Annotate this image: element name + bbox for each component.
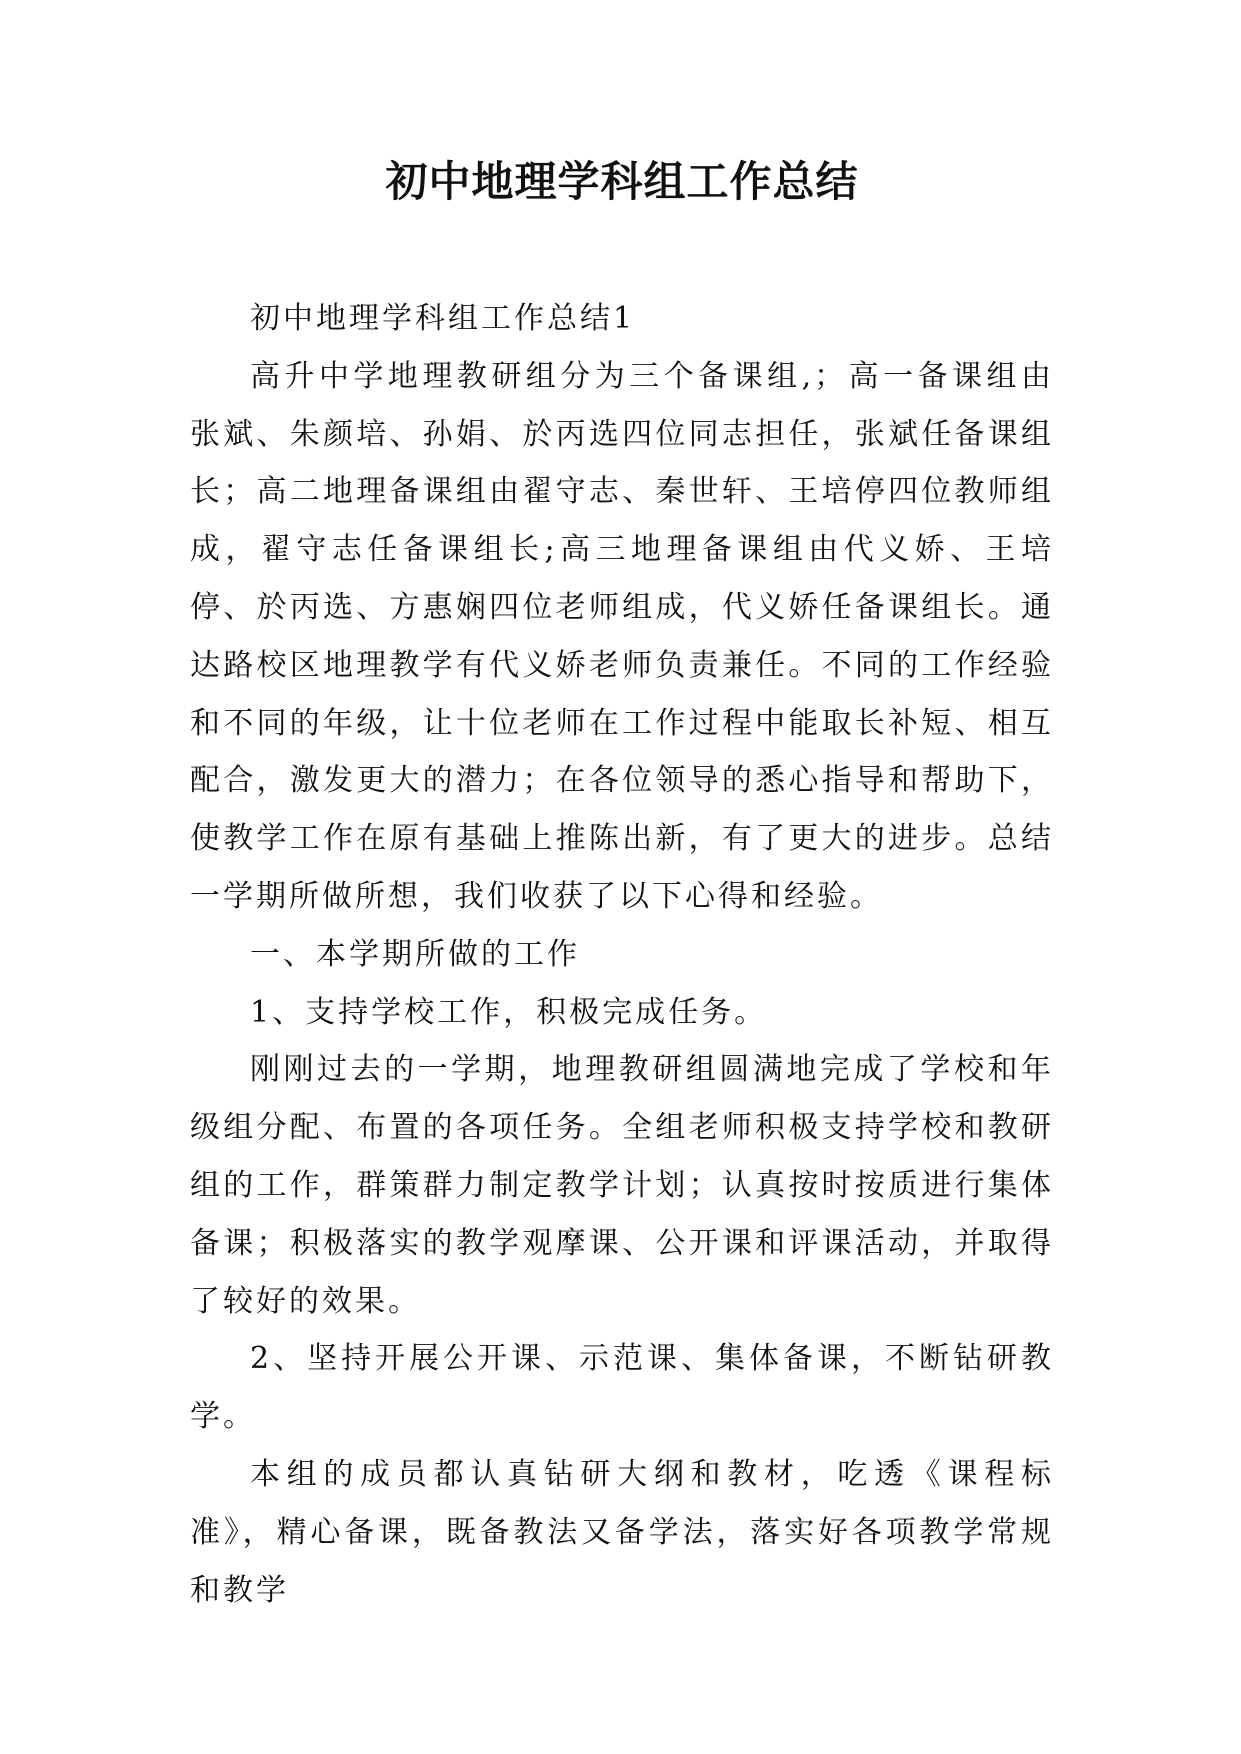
section-heading: 初中地理学科组工作总结1 [250,301,636,336]
paragraph: 高升中学地理教研组分为三个备课组,；高一备课组由张斌、朱颜培、孙娟、於丙选四位同志担任，张斌任备课组长；高二地理备课组由翟守志、秦世轩、王培停四位教师组成，翟守志任备课组长;高三地理备课组由代义娇、王培停、於丙选、方惠娴四位老师组成，代义娇任备课组长。通达路校区地理教学有代义娇老师负责兼任。不同的工作经验和不同的年级，让十位老师在工作过程中能取长补短、相互配合，激发更大的潜力；在各位领导的悉心指导和帮助下，使教学工作在原有基础上推陈出新，有了更大的进步。总结一学期所做所想，我们收获了以下心得和经验。 [190,358,1054,914]
section-heading: 一、本学期所做的工作 [250,936,580,972]
paragraph: 本组的成员都认真钻研大纲和教材，吃透《课程标准》，精心备课，既备教法又备学法，落实好各项教学常规和教学 [190,1456,1054,1608]
document-body [190,290,1054,1619]
subsection-heading: 2、坚持开展公开课、示范课、集体备课，不断钻研教学。 [190,1341,1054,1435]
document-title: 初中地理学科组工作总结 [385,157,859,206]
subsection-heading: 1、支持学校工作，积极完成任务。 [250,994,768,1030]
paragraph: 刚刚过去的一学期，地理教研组圆满地完成了学校和年级组分配、布置的各项任务。全组老师积极支持学校和教研组的工作，群策群力制定教学计划；认真按时按质进行集体备课；积极落实的教学观摩课、公开课和评课活动，并取得了较好的效果。 [190,1052,1054,1319]
